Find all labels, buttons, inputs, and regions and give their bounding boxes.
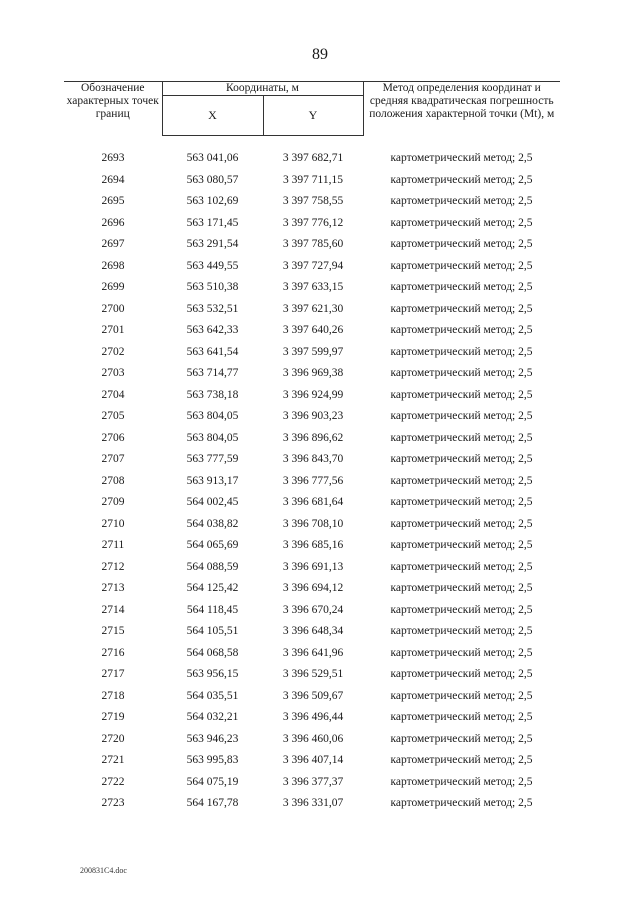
method-accuracy: картометрический метод; 2,5 [390,152,533,164]
x-coordinate: 564 125,42 [186,582,239,594]
point-designation: 2695 [101,195,125,207]
y-coordinate: 3 396 331,07 [282,797,344,809]
x-coordinate: 564 167,78 [186,797,239,809]
table-row [64,385,560,407]
y-coordinate: 3 397 640,26 [282,324,344,336]
header-y: Y [263,96,363,136]
table-row [64,686,560,708]
table-row [64,772,560,794]
method-accuracy: картометрический метод; 2,5 [390,582,533,594]
method-accuracy: картометрический метод; 2,5 [390,216,533,229]
point-designation: 2721 [101,754,125,766]
y-coordinate: 3 396 407,14 [282,754,344,766]
footer-filename: 200831C4.doc [80,866,127,875]
y-coordinate: 3 397 621,30 [282,302,344,315]
y-coordinate: 3 396 670,24 [282,603,344,616]
table-row [64,277,560,299]
x-coordinate: 563 804,05 [186,431,239,444]
x-coordinate: 564 038,82 [186,517,239,530]
method-accuracy: картометрический метод; 2,5 [390,410,533,422]
point-designation: 2698 [101,259,125,272]
x-coordinate: 563 171,45 [186,216,239,229]
table-row [64,750,560,772]
x-coordinate: 563 291,54 [186,238,239,250]
method-accuracy: картометрический метод; 2,5 [390,195,533,207]
x-coordinate: 563 714,77 [186,367,239,379]
table-row [64,535,560,557]
y-coordinate: 3 397 785,60 [282,238,344,250]
method-accuracy: картометрический метод; 2,5 [390,625,533,637]
point-designation: 2719 [101,711,125,723]
x-coordinate: 564 105,51 [186,625,239,637]
y-coordinate: 3 396 708,10 [282,517,344,530]
method-accuracy: картометрический метод; 2,5 [390,453,533,465]
method-accuracy: картометрический метод; 2,5 [390,603,533,616]
method-accuracy: картометрический метод; 2,5 [390,711,533,723]
x-coordinate: 563 995,83 [186,754,239,766]
header-x: X [162,96,263,136]
method-accuracy: картометрический метод; 2,5 [390,689,533,702]
x-coordinate: 563 510,38 [186,281,239,293]
point-designation: 2706 [101,431,125,444]
y-coordinate: 3 397 727,94 [282,259,344,272]
table-row [64,492,560,514]
method-accuracy: картометрический метод; 2,5 [390,345,533,358]
point-designation: 2709 [101,496,125,508]
table-row [64,320,560,342]
page-number: 89 [312,46,328,63]
table-row [64,234,560,256]
method-accuracy: картометрический метод; 2,5 [390,238,533,250]
point-designation: 2694 [101,173,125,186]
method-accuracy: картометрический метод; 2,5 [390,496,533,508]
table-row [64,643,560,665]
y-coordinate: 3 396 691,13 [282,560,344,573]
table-row [64,707,560,729]
method-accuracy: картометрический метод; 2,5 [390,324,533,336]
point-designation: 2701 [101,324,125,336]
y-coordinate: 3 396 969,38 [282,367,344,379]
y-coordinate: 3 397 682,71 [282,152,344,164]
table-row [64,600,560,622]
point-designation: 2718 [101,689,125,702]
header-coordinates: Координаты, м [162,82,363,96]
table-row [64,621,560,643]
point-designation: 2712 [101,560,125,573]
x-coordinate: 563 041,06 [186,152,239,164]
table-body [64,136,560,815]
y-coordinate: 3 396 694,12 [282,582,344,594]
point-designation: 2697 [101,238,125,250]
point-designation: 2722 [101,775,125,788]
x-coordinate: 563 642,33 [186,324,239,336]
x-coordinate: 564 035,51 [186,689,239,702]
method-accuracy: картометрический метод; 2,5 [390,732,533,745]
x-coordinate: 563 956,15 [186,668,239,680]
point-designation: 2704 [101,388,125,401]
point-designation: 2717 [101,668,125,680]
x-coordinate: 563 777,59 [186,453,239,465]
table-row [64,664,560,686]
y-coordinate: 3 396 648,34 [282,625,344,637]
x-coordinate: 564 118,45 [186,603,239,616]
method-accuracy: картометрический метод; 2,5 [390,517,533,530]
x-coordinate: 564 088,59 [186,560,239,573]
x-coordinate: 564 068,58 [186,646,239,659]
method-accuracy: картометрический метод; 2,5 [390,646,533,659]
x-coordinate: 563 532,51 [186,302,239,315]
coordinates-table [64,81,560,815]
table-row [64,557,560,579]
x-coordinate: 564 075,19 [186,775,239,788]
x-coordinate: 563 913,17 [186,474,239,487]
point-designation: 2702 [101,345,125,358]
point-designation: 2711 [101,539,125,551]
x-coordinate: 564 002,45 [186,496,239,508]
x-coordinate: 563 641,54 [186,345,239,358]
y-coordinate: 3 396 509,67 [282,689,344,702]
method-accuracy: картометрический метод; 2,5 [390,560,533,573]
method-accuracy: картометрический метод; 2,5 [390,281,533,293]
x-coordinate: 563 738,18 [186,388,239,401]
y-coordinate: 3 397 776,12 [282,216,344,229]
point-designation: 2703 [101,367,125,379]
method-accuracy: картометрический метод; 2,5 [390,173,533,186]
point-designation: 2708 [101,474,125,487]
method-accuracy: картометрический метод; 2,5 [390,668,533,680]
table-row [64,729,560,751]
table-row [64,428,560,450]
table-row [64,213,560,235]
point-designation: 2699 [101,281,125,293]
table-row [64,148,560,170]
method-accuracy: картометрический метод; 2,5 [390,302,533,315]
x-coordinate: 563 080,57 [186,173,239,186]
y-coordinate: 3 397 758,55 [282,195,344,207]
y-coordinate: 3 396 896,62 [282,431,344,444]
method-accuracy: картометрический метод; 2,5 [390,388,533,401]
point-designation: 2705 [101,410,125,422]
table-row [64,514,560,536]
x-coordinate: 563 449,55 [186,259,239,272]
y-coordinate: 3 397 711,15 [283,173,343,186]
table-row [64,363,560,385]
y-coordinate: 3 397 599,97 [282,345,344,358]
point-designation: 2700 [101,302,125,315]
table-row [64,578,560,600]
y-coordinate: 3 397 633,15 [282,281,344,293]
point-designation: 2715 [101,625,125,637]
point-designation: 2713 [101,582,125,594]
method-accuracy: картометрический метод; 2,5 [390,431,533,444]
table-row [64,471,560,493]
method-accuracy: картометрический метод; 2,5 [390,474,533,487]
header-point-designation: Обозначение характерных точек границ [64,82,162,136]
y-coordinate: 3 396 377,37 [282,775,344,788]
y-coordinate: 3 396 529,51 [282,668,344,680]
x-coordinate: 563 946,23 [186,732,239,745]
table-row [64,256,560,278]
y-coordinate: 3 396 681,64 [282,496,344,508]
method-accuracy: картометрический метод; 2,5 [390,367,533,379]
point-designation: 2696 [101,216,125,229]
table-row [64,342,560,364]
point-designation: 2720 [101,732,125,745]
point-designation: 2710 [101,517,125,530]
y-coordinate: 3 396 924,99 [282,388,344,401]
y-coordinate: 3 396 460,06 [282,732,344,745]
table-row [64,449,560,471]
y-coordinate: 3 396 641,96 [282,646,344,659]
table-row [64,793,560,815]
x-coordinate: 563 804,05 [186,410,239,422]
point-designation: 2693 [101,152,125,164]
y-coordinate: 3 396 496,44 [282,711,344,723]
table-row [64,406,560,428]
point-designation: 2707 [101,453,125,465]
table-row [64,170,560,192]
method-accuracy: картометрический метод; 2,5 [390,797,533,809]
y-coordinate: 3 396 777,56 [282,474,344,487]
method-accuracy: картометрический метод; 2,5 [390,539,533,551]
header-method: Метод определения координат и средняя квадратическая погрешность положения характерной точки (Mt), м [363,82,560,136]
point-designation: 2716 [101,646,125,659]
y-coordinate: 3 396 685,16 [282,539,344,551]
x-coordinate: 564 032,21 [186,711,239,723]
x-coordinate: 564 065,69 [186,539,239,551]
method-accuracy: картометрический метод; 2,5 [390,259,533,272]
method-accuracy: картометрический метод; 2,5 [390,775,533,788]
point-designation: 2714 [101,603,125,616]
table-row [64,191,560,213]
point-designation: 2723 [101,797,125,809]
table-row [64,299,560,321]
method-accuracy: картометрический метод; 2,5 [390,754,533,766]
y-coordinate: 3 396 903,23 [282,410,344,422]
y-coordinate: 3 396 843,70 [282,453,344,465]
x-coordinate: 563 102,69 [186,195,239,207]
